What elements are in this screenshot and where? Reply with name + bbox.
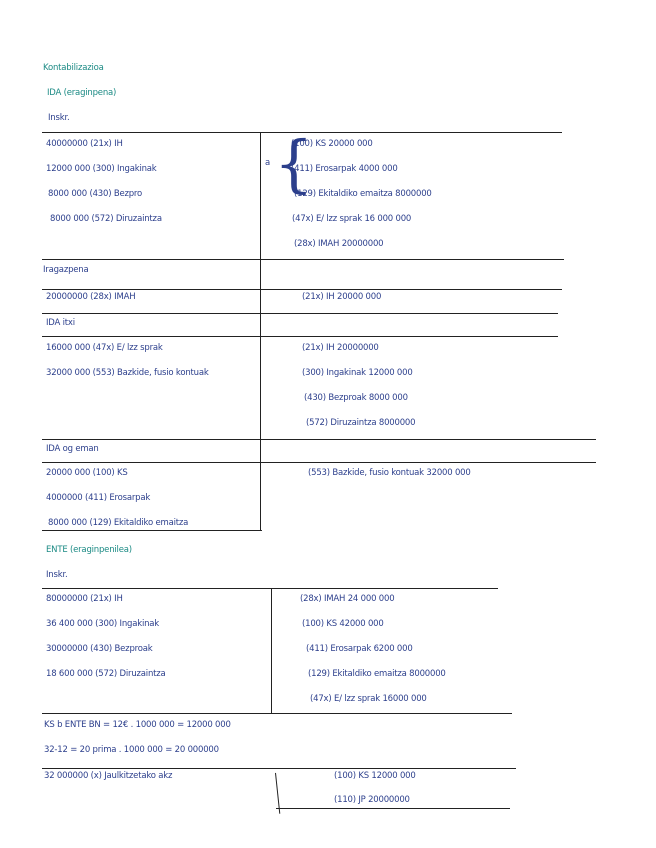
last-debit: 32 000000 (x) Jaulkitzetako akz [44,771,173,781]
ida-amortizazioa-label: Iragazpena [43,265,89,275]
ida-credit-1: (100) KS 20000 000 [291,139,373,149]
ida-credit-2: (411) Erosarpak 4000 000 [291,164,398,174]
ente-credit-4: (129) Ekitaldiko emaitza 8000000 [308,669,446,679]
page-title: Kontabilizazioa [43,63,104,73]
ida-bottom-rule [42,530,262,531]
brace-icon: { [274,127,314,200]
ida-inskr-label: Inskr. [48,113,70,123]
ida-debit-4: 8000 000 (572) Diruzaintza [50,214,162,224]
ida-rule-4 [42,336,558,337]
ida-credit-4: (47x) E/ lzz sprak 16 000 000 [292,214,412,224]
last-credit-1: (100) KS 12000 000 [334,771,416,781]
ida-itxi-credit-2: (300) Ingakinak 12000 000 [302,368,413,378]
last-top-rule [42,768,516,769]
ida-rule-6 [42,462,596,463]
last-credit-2: (110) JP 20000000 [334,795,410,805]
ente-credit-1: (28x) IMAH 24 000 000 [300,594,395,604]
section-heading-ida-itxi: IDA itxi [46,318,75,328]
ente-credit-2: (100) KS 42000 000 [302,619,384,629]
ente-credit-5: (47x) E/ lzz sprak 16000 000 [310,694,427,704]
last-bottom-rule [276,808,510,809]
ida-itxi-credit-3: (430) Bezproak 8000 000 [304,393,408,403]
ida-debit-2: 12000 000 (300) Ingakinak [46,164,157,174]
ida-itxi-debit-1: 16000 000 (47x) E/ lzz sprak [46,343,163,353]
ida-credit-5: (28x) IMAH 20000000 [294,239,384,249]
ente-top-rule [42,588,498,589]
ida-debit-3: 8000 000 (430) Bezpro [48,189,143,199]
ente-debit-2: 36 400 000 (300) Ingakinak [46,619,160,629]
ente-calc-2: 32-12 = 20 prima . 1000 000 = 20 000000 [44,745,219,755]
ente-vertical-rule [271,588,272,713]
ida-itxi-credit-1: (21x) IH 20000000 [302,343,379,353]
section-heading-ida-og: IDA og eman [46,444,99,454]
ida-amortizazioa-debit: 20000000 (28x) IMAH [46,292,136,302]
ida-og-debit-1: 20000 000 (100) KS [46,468,128,478]
ida-itxi-debit-2: 32000 000 (553) Bazkide, fusio kontuak [46,368,209,378]
ente-debit-1: 80000000 (21x) IH [46,594,123,604]
ente-credit-3: (411) Erosarpak 6200 000 [306,644,413,654]
ida-amortizazioa-credit: (21x) IH 20000 000 [302,292,382,302]
ida-rule-2 [42,289,562,290]
ida-rule-5 [42,439,596,440]
ida-vertical-rule [260,132,261,530]
ida-og-debit-3: 8000 000 (129) Ekitaldiko emaitza [48,518,189,528]
ida-a-label: a [265,158,271,168]
ida-debit-1: 40000000 (21x) IH [46,139,123,149]
ida-rule-1 [42,259,564,260]
section-heading-ida: IDA (eraginpena) [47,88,117,98]
ente-debit-4: 18 600 000 (572) Diruzaintza [46,669,166,679]
ida-credit-3: (129) Ekitaldiko emaitza 8000000 [294,189,432,199]
ente-debit-3: 30000000 (430) Bezproak [46,644,153,654]
ente-bottom-rule [42,713,512,714]
ida-itxi-credit-4: (572) Diruzaintza 8000000 [306,418,416,428]
ida-rule-3 [42,313,558,314]
ente-calc-1: KS b ENTE BN = 12€ . 1000 000 = 12000 000 [44,720,231,730]
ida-og-credit-1: (553) Bazkide, fusio kontuak 32000 000 [308,468,471,478]
section-heading-ente: ENTE (eraginpenilea) [46,545,132,555]
ente-inskr-label: Inskr. [46,570,68,580]
ida-og-debit-2: 4000000 (411) Erosarpak [46,493,151,503]
